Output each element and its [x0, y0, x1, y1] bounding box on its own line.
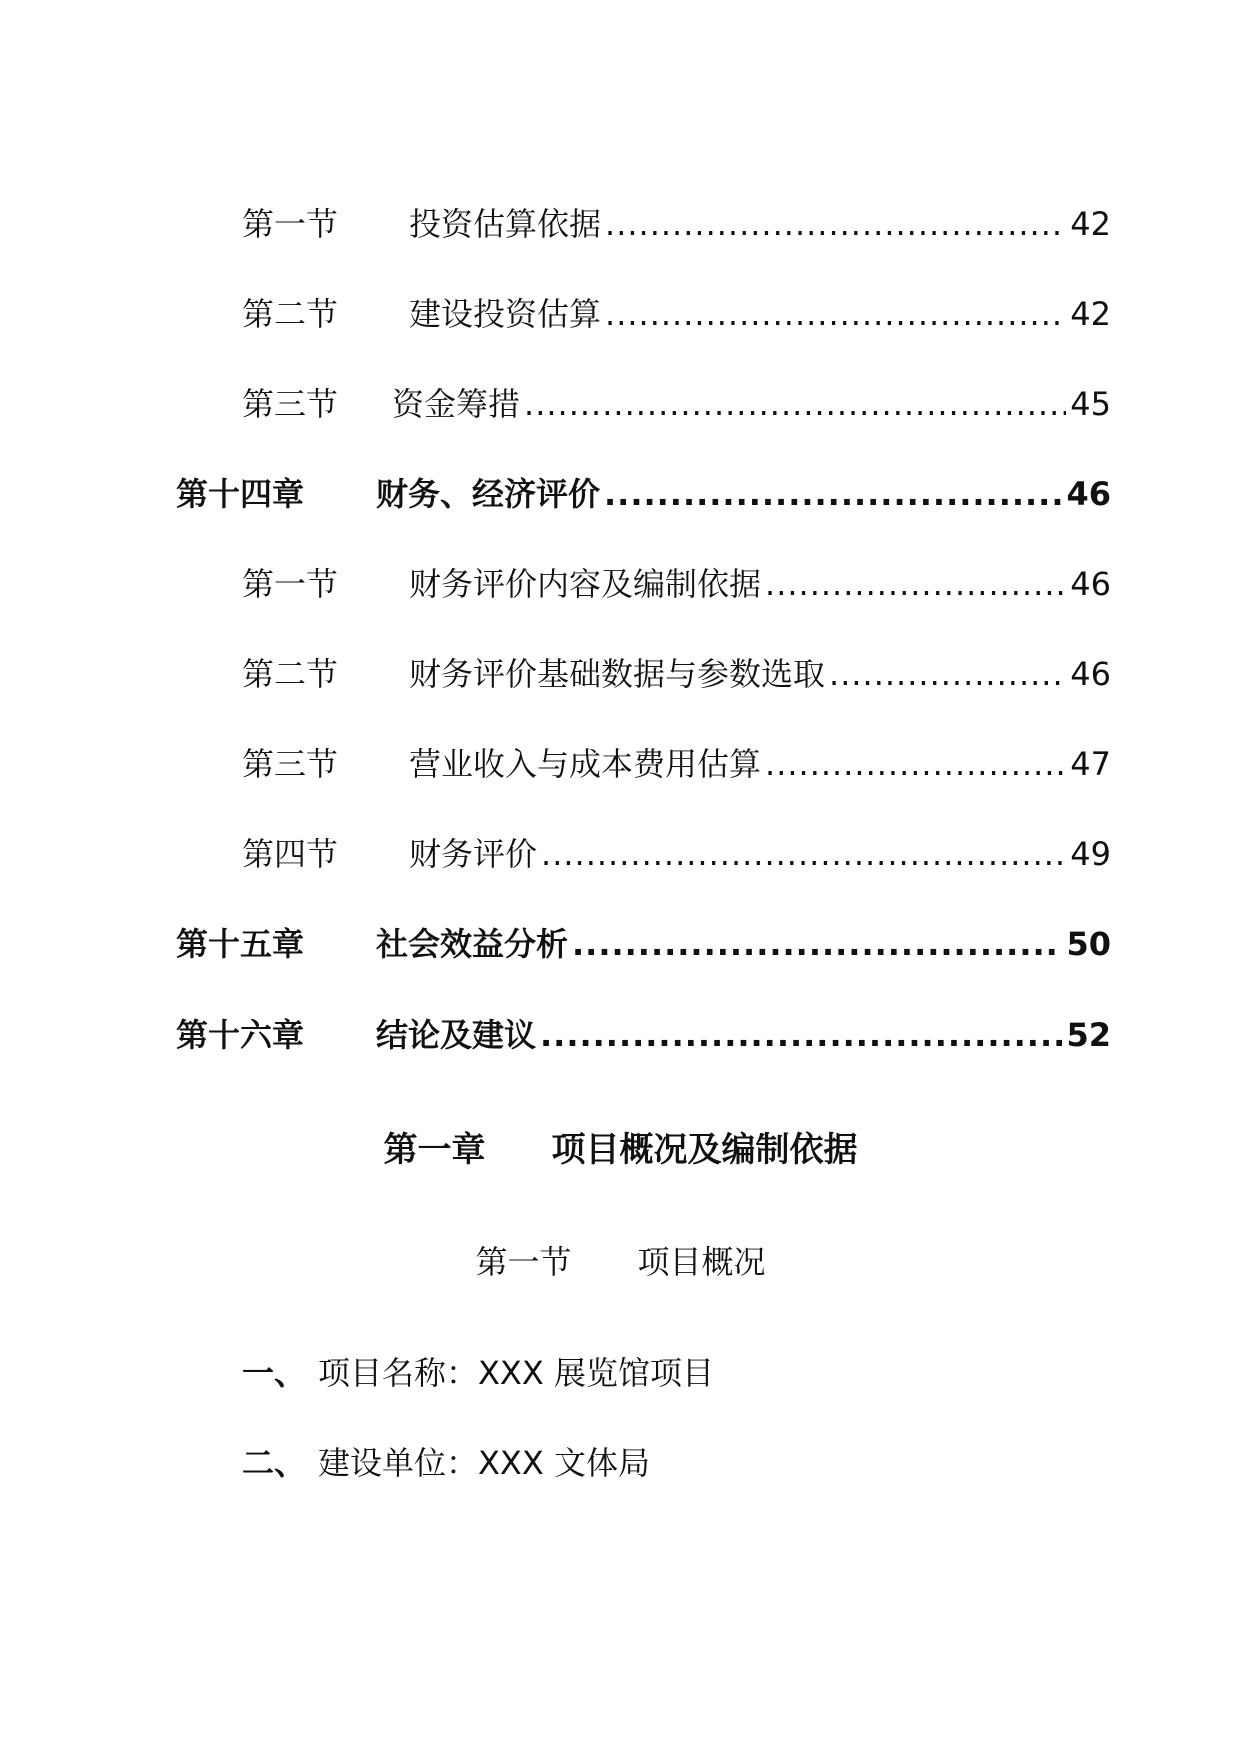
list-item	[242, 1438, 650, 1488]
toc-entry-number: 第一节	[242, 205, 339, 243]
toc-entry-number: 第二节	[242, 655, 339, 693]
toc-entry-page: 46	[1070, 565, 1111, 603]
toc-entry-title: 财务评价	[409, 835, 538, 873]
list-item-text: 建设单位：XXX 文体局	[318, 1444, 650, 1482]
toc-leader-dots	[605, 289, 1066, 339]
toc-leader-dots	[765, 739, 1066, 789]
toc-entry-number: 第四节	[242, 835, 339, 873]
toc-entry-page: 50	[1066, 925, 1111, 963]
toc-entry-number: 第十五章	[176, 925, 305, 963]
section-heading-number: 第一节	[475, 1243, 572, 1281]
toc-entry[interactable]	[176, 469, 1111, 519]
toc-entry-page: 45	[1070, 385, 1111, 423]
toc-entry-number: 第十四章	[176, 475, 305, 513]
toc-entry-title: 财务、经济评价	[376, 475, 601, 513]
toc-entry-title: 营业收入与成本费用估算	[409, 745, 762, 783]
chapter-heading-number: 第一章	[383, 1130, 486, 1170]
toc-entry-title: 财务评价基础数据与参数选取	[409, 655, 826, 693]
toc-entry-number: 第三节	[242, 745, 339, 783]
toc-entry-number: 第二节	[242, 295, 339, 333]
toc-entry-title: 结论及建议	[376, 1016, 537, 1054]
toc-leader-dots	[541, 829, 1066, 879]
toc-entry-page: 46	[1070, 655, 1111, 693]
toc-entry-page: 47	[1070, 745, 1111, 783]
toc-entry-title: 投资估算依据	[409, 205, 602, 243]
toc-entry-title: 建设投资估算	[409, 295, 602, 333]
toc-entry-page: 42	[1070, 295, 1111, 333]
toc-entry-title: 财务评价内容及编制依据	[409, 565, 762, 603]
toc-leader-dots	[829, 649, 1066, 699]
toc-entry[interactable]	[242, 289, 1111, 339]
section-heading	[0, 1237, 1241, 1287]
toc-leader-dots	[605, 199, 1066, 249]
toc-entry-title: 社会效益分析	[376, 925, 569, 963]
toc-entry[interactable]	[176, 919, 1111, 969]
toc-entry[interactable]	[242, 829, 1111, 879]
list-item-marker: 二、	[242, 1444, 307, 1482]
section-heading-title: 项目概况	[637, 1243, 766, 1281]
toc-entry[interactable]	[242, 379, 1111, 429]
toc-leader-dots	[524, 379, 1066, 429]
toc-entry-number: 第三节	[242, 385, 339, 423]
toc-entry[interactable]	[242, 649, 1111, 699]
toc-entry-page: 42	[1070, 205, 1111, 243]
toc-leader-dots	[765, 559, 1066, 609]
toc-entry[interactable]	[242, 559, 1111, 609]
toc-leader-dots	[540, 1010, 1062, 1060]
toc-entry[interactable]	[242, 739, 1111, 789]
chapter-heading-title: 项目概况及编制依据	[551, 1130, 858, 1170]
toc-entry[interactable]	[176, 1010, 1111, 1060]
toc-entry-page: 49	[1070, 835, 1111, 873]
list-item-text: 项目名称：XXX 展览馆项目	[318, 1354, 714, 1392]
toc-leader-dots	[604, 469, 1062, 519]
toc-entry-number: 第一节	[242, 565, 339, 603]
list-item	[242, 1348, 714, 1398]
list-item-marker: 一、	[242, 1354, 307, 1392]
toc-entry[interactable]	[242, 199, 1111, 249]
toc-entry-page: 46	[1066, 475, 1111, 513]
toc-leader-dots	[572, 919, 1062, 969]
toc-entry-title: 资金筹措	[392, 385, 521, 423]
toc-entry-number: 第十六章	[176, 1016, 305, 1054]
chapter-heading	[0, 1125, 1241, 1175]
toc-entry-page: 52	[1066, 1016, 1111, 1054]
